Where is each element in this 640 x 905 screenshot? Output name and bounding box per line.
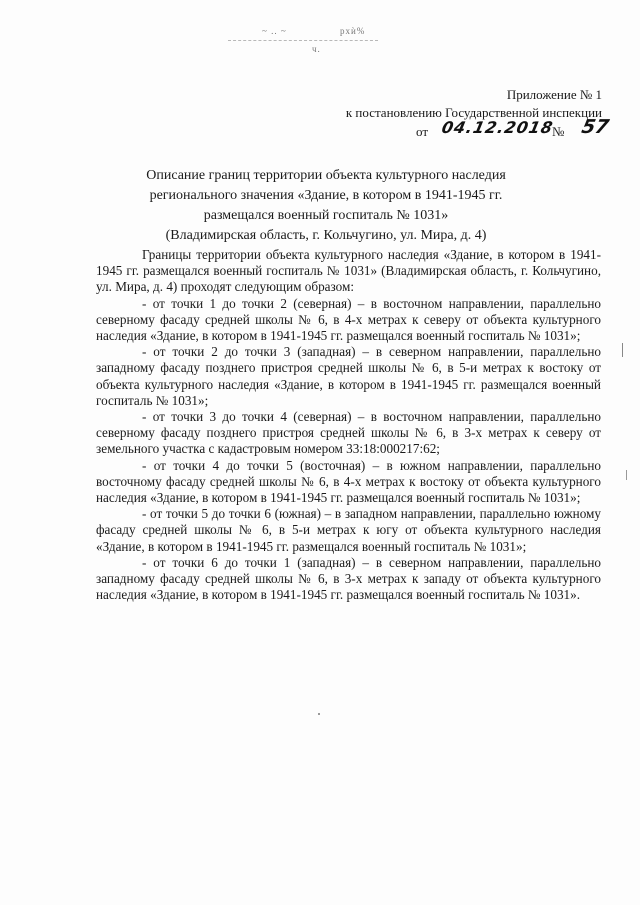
scan-speck: ч. [312,44,321,54]
body-paragraph: - от точки 1 до точки 2 (северная) – в восточном направлении, параллельно северному фасаду средней школы № 6, в 4-х метрах к северу от объекта культурного наследия «Здание, в котором в 1941-1945 гг. размещался военный госпиталь № 1031»; [96,295,601,344]
document-title [96,166,556,246]
body-paragraph: - от точки 3 до точки 4 (северная) – в восточном направлении, параллельно северному фасаду позднего пристроя средней школы № 6, в 3-х метрах к северу от земельного участка с кадастровым номером 33:18:000217:62; [96,409,601,457]
handwritten-date: 04.12.2018 [439,118,556,137]
body-paragraph: - от точки 2 до точки 3 (западная) – в северном направлении, параллельно западному фасаду позднего пристроя средней школы № 6, в 5-и метрах к востоку от объекта культурного наследия «Здание, в котором в 1941-1945 гг. размещался военный госпиталь № 1031»; [96,344,601,408]
scan-artifact-dot [318,713,320,715]
appendix-header [346,86,602,122]
title-line: Описание границ территории объекта культурного наследия [146,168,506,183]
scan-speck: рхѝ% [340,26,366,36]
handwritten-number: 57 [579,116,611,138]
date-prefix: от [416,124,429,139]
body-paragraph: - от точки 5 до точки 6 (южная) – в западном направлении, параллельно южному фасаду средней школы № 6, в 5-и метрах к югу от объекта культурного наследия «Здание, в котором в 1941-1945 гг. размещался военный госпиталь № 1031»; [96,506,601,554]
scan-speck: ~ .. ~ [262,26,287,36]
scan-artifact-line [228,40,378,41]
body-paragraph: Границы территории объекта культурного наследия «Здание, в котором в 1941-1945 гг. размещался военный госпиталь № 1031» (Владимирская область, г. Кольчугино, ул. Мира, д. 4) проходят следующим образом: [96,247,601,295]
appendix-subtitle: к постановлению Государственной инспекции [345,105,602,120]
title-line: размещался военный госпиталь № 1031» [203,208,449,223]
title-line: (Владимирская область, г. Кольчугино, ул. Мира, д. 4) [165,228,487,243]
appendix-title: Приложение № 1 [506,87,602,102]
number-prefix: № [552,124,565,139]
title-line: регионального значения «Здание, в котором в 1941-1945 гг. [149,188,503,203]
body-paragraph: - от точки 6 до точки 1 (западная) – в северном направлении, параллельно западному фасаду средней школы № 6, в 3-х метрах к западу от объекта культурного наследия «Здание, в котором в 1941-1945 гг. размещался военный госпиталь № 1031». [96,554,601,603]
body-paragraph: - от точки 4 до точки 5 (восточная) – в южном направлении, параллельно восточному фасаду средней школы № 6, в 4-х метрах к востоку от объекта культурного наследия «Здание, в котором в 1941-1945 гг. размещался военный госпиталь № 1031»; [96,457,601,506]
scan-artifact-mark [622,343,623,357]
document-body [96,247,601,603]
date-number-line [0,116,640,142]
scan-artifact-mark [626,470,627,480]
